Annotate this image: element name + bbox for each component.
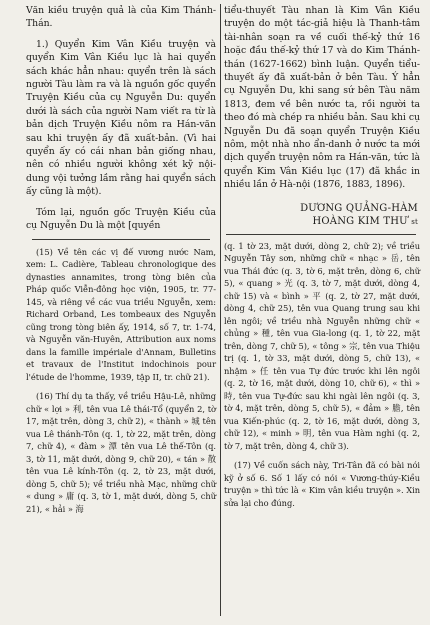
left-paragraph-1: 1.) Quyển Kim Vân Kiều truyện và quyển Kim Vân Kiều lục là hai quyển sách khác hẳn nhau: quyển trên là sách người Tàu làm ra và là nguồn gốc quyển Truyện Kiều của cụ Nguyễn Du: quyển dưới là sách của người Nam viết ra từ là bản dịch Truyện Kiều nôm ra Hán-văn sau khi truyện ấy đã xuất-bản. (Vì hai quyển ấy có cái nhan bản giống nhau, nên có nhiều người không xét kỹ nội-dung vội tưởng lầm rằng hai quyển sách ấy cũng là một). — [26, 38, 216, 198]
footnote-16: (16) Thí dụ ta thấy, về triều Hậu-Lê, những chữ « lợi » 利, tên vua Lê thái-Tổ (quyển 2, tờ 17, mặt trên, dòng 3, chữ 2), « thành » 城 tên vua Lê thánh-Tôn (q. 1, tờ 22, mặt trên, dòng 7, chữ 4), « đàm » 潭 tên vua Lê thế-Tôn (q. 3, tờ 11, mặt dưới, dòng 9, chữ 20), « tán » 散 tên vua Lê kính-Tôn (q. 2, tờ 23, mặt dưới, dòng 5, chữ 5); về triều nhà Mạc, những chữ « dung » 庸 (q. 3, tờ 1, mặt dưới, dòng 5, chữ 21), « hải » 海 — [26, 391, 216, 514]
left-column — [26, 0, 216, 515]
author-signature-suffix: st — [411, 217, 418, 226]
footnote-separator — [32, 239, 210, 240]
footnote-16-continued: (q. 1 tờ 23, mặt dưới, dòng 2, chữ 2); về triều Nguyễn Tây sơn, những chữ « nhạc » 岳, tên vua Thái đức (q. 3, tờ 6, mặt trên, dòng 6, chữ 5), « quang » 光 (q. 3, tờ 7, mặt dưới, dòng 4, chữ 15) và « bình » 平 (q. 2, tờ 27, mặt dưới, dòng 4, chữ 25), tên vua Quang trung sau khi lên ngôi; về triều nhà Nguyễn những chữ « chủng » 種, tên vua Gia-long (q. 1, tờ 22, mặt trên, dòng 7, chữ 5), « tông » 宗, tên vua Thiệu trị (q. 1, tờ 33, mặt dưới, dòng 5, chữ 13), « nhậm » 任 tên vua Tự đức trước khi lên ngôi (q. 2, tờ 16, mặt dưới, dòng 10, chữ 6), « thì » 時, tên vua Tự-đức sau khi ngài lên ngôi (q. 3, tờ 4, mặt trên, dòng 5, chữ 5), « đảm » 膽, tên vua Kiến-phúc (q. 2, tờ 16, mặt dưới, dòng 3, chữ 12), « minh » 明, tên vua Hàm nghi (q. 2, tờ 7, mặt trên, dòng 4, chữ 3). — [224, 240, 420, 451]
footnote-15: (15) Về tên các vị đế vương nước Nam, xem: L. Cadière, Tableau chronologique des dynasties annamites, trong tòng biên của Pháp quốc Viễn-đông học viện, 1905, tr. 77-145, và riêng về các vua triều Nguyễn, xem: Richard Orband, Les tombeaux des Nguyễn cũng trong tòng biên ấy, 1914, số 7, tr. 1-74, và Nguyễn văn-Huyên, Attribution aux noms dans la famille impériale d'Annam, Bulletins et travaux de l'Institut indochinois pour l'étude de l'homme, 1939, tập II, tr. chữ 21). — [26, 246, 216, 382]
left-paragraph-0: Văn kiều truyện quả là của Kim Thánh-Thán. — [26, 5, 216, 30]
right-column — [224, 0, 420, 509]
author-signature-1: DƯƠNG QUẢNG-HÀM — [300, 202, 418, 214]
column-divider — [220, 4, 221, 616]
author-signature-2-name: HOÀNG KIM THƯ — [312, 215, 408, 227]
left-paragraph-2: Tóm lại, nguồn gốc Truyện Kiều của cụ Nguyễn Du là một [quyền — [26, 206, 216, 232]
right-footnote-separator — [226, 234, 416, 235]
author-signature-2 — [224, 215, 420, 229]
right-paragraph-0: tiểu-thuyết Tàu nhan là Kim Vân Kiều truyện do một tác-giả hiệu là Thanh-tâm tài-nhân soạn ra về cuối thế-kỷ thứ 16 hoặc đầu thế-kỷ thứ 17 và do Kim Thánh-thán (1627-1662) bình luận. Quyển tiểu-thuyết ấy đã xuất-bản ở bên Tàu. Ý hẳn cụ Nguyễn Du, khi sang sứ bên Tàu năm 1813, đem về bên nước ta, rồi người ta theo đó mà chép ra nhiều bản. Sau khi cụ Nguyễn Du đã soạn quyển Truyện Kiều nôm, một nhà nho ẩn-danh ở nước ta mới dịch quyển truyện nôm ra Hán-văn, tức là quyển Kim Vân Kiều lục (17) đã khắc in nhiều lần ở Hà-nội (1876, 1883, 1896). — [224, 5, 420, 191]
footnote-17: (17) Về cuốn sách này, Tri-Tân đã có bài nói kỹ ở số 6. Số 1 lấy có nói « Vương-thúy-Kiều truyện » thì tức là « Kim vân kiều truyện ». Xin sửa lại cho đúng. — [224, 460, 420, 508]
